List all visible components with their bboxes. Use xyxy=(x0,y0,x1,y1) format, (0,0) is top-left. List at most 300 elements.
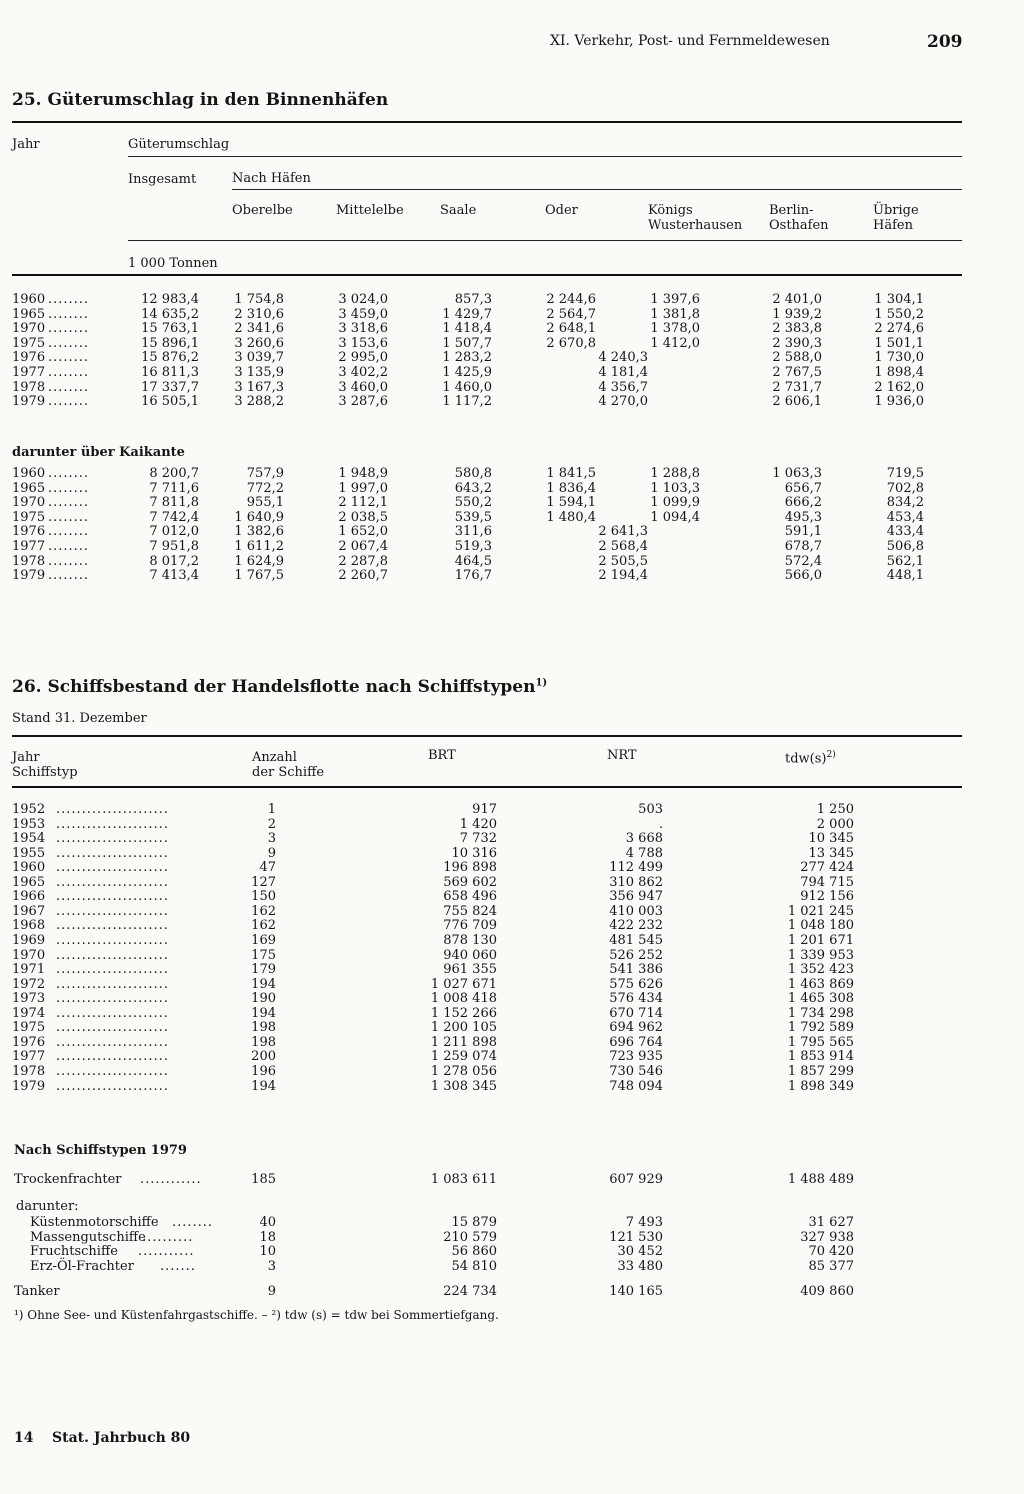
table26-value: 1 008 418 xyxy=(430,991,497,1007)
table26-row xyxy=(0,1020,1024,1035)
table25-kaikante-value: 1 611,2 xyxy=(234,539,284,554)
table25-kaikante-value: 176,7 xyxy=(454,568,492,584)
table26-value: 410 003 xyxy=(609,903,663,919)
table26-value: 1 465 308 xyxy=(787,991,854,1007)
table26-subtype-label: Massengutschiffe xyxy=(30,1229,146,1245)
table25-kaikante-value: 2 260,7 xyxy=(338,568,388,584)
table26-value: 1 857 299 xyxy=(787,1063,854,1079)
table26-subtype-value: 40 xyxy=(259,1215,276,1230)
table25-kaikante-leader-dots: ........ xyxy=(48,480,90,496)
table26-value: 1 795 565 xyxy=(787,1034,854,1050)
table26-leader-dots: ...................... xyxy=(56,1063,169,1079)
table26-subtype-value: 56 860 xyxy=(451,1244,497,1259)
table26-stand: Stand 31. Dezember xyxy=(12,711,147,726)
table25-total-row xyxy=(0,365,1024,380)
table25-total-value: 1 283,2 xyxy=(442,350,492,366)
table26-trockenfrachter-value: 1 083 611 xyxy=(430,1172,497,1187)
table26-subtype-label: Fruchtschiffe xyxy=(30,1244,118,1259)
table26-value: 169 xyxy=(251,933,276,948)
table25-total-value: 3 402,2 xyxy=(338,365,388,380)
table26-value: 47 xyxy=(259,860,276,876)
table25-total-year: 1975 xyxy=(12,335,46,351)
table26-value: 198 xyxy=(251,1034,276,1050)
table25-total-value: 4 356,7 xyxy=(598,379,648,395)
table26-header-label: Jahr Schiffstyp xyxy=(12,750,78,780)
table26-value: 694 962 xyxy=(609,1020,663,1036)
table25-total-leader-dots: ........ xyxy=(48,321,90,337)
table25-total-leader-dots: ........ xyxy=(48,379,90,395)
table25-kaikante-year: 1976 xyxy=(12,524,46,540)
table25-kaikante-value: 1 382,6 xyxy=(234,524,284,540)
table25-kaikante-year: 1965 xyxy=(12,480,46,496)
table26-value: 723 935 xyxy=(609,1049,663,1065)
table26-value: 481 545 xyxy=(609,933,663,948)
table25-total-value: 15 763,1 xyxy=(141,321,199,337)
table26-darunter: darunter: xyxy=(16,1199,79,1214)
table25-header-gueterumschlag: Güterumschlag xyxy=(128,137,230,152)
table26-subtype-value: 18 xyxy=(259,1229,276,1245)
table25-kaikante-year: 1975 xyxy=(12,509,46,525)
table26-value: 3 xyxy=(267,831,276,847)
table25-kaikante-value: 7 742,4 xyxy=(149,509,199,525)
table25-kaikante-value: 1 480,4 xyxy=(546,509,596,525)
table26-value: 175 xyxy=(251,947,276,963)
table25-kaikante-value: 719,5 xyxy=(886,466,924,481)
table25-title: 25. Güterumschlag in den Binnenhäfen xyxy=(12,90,389,110)
table26-subtype-value: 327 938 xyxy=(800,1229,854,1245)
table26-leader-dots: ...................... xyxy=(56,845,169,861)
table25-kaikante-value: 7 012,0 xyxy=(149,524,199,540)
footer-page-number: 14 xyxy=(14,1430,34,1446)
table26-value: 1 259 074 xyxy=(430,1049,497,1065)
table25-kaikante-value: 1 103,3 xyxy=(650,480,700,496)
table25-total-value: 1 730,0 xyxy=(874,350,924,366)
table26-value: 2 xyxy=(267,816,276,832)
table25-kaikante-value: 2 505,5 xyxy=(598,553,648,569)
table25-kaikante-value: 1 594,1 xyxy=(546,495,596,511)
table25-kaikante-year: 1960 xyxy=(12,466,46,481)
table25-total-leader-dots: ........ xyxy=(48,394,90,410)
table26-leader-dots: ...................... xyxy=(56,1078,169,1094)
table25-kaikante-value: 506,8 xyxy=(886,539,924,554)
table25-kaikante-year: 1979 xyxy=(12,568,46,584)
table26-year: 1973 xyxy=(12,991,46,1007)
table25-kaikante-leader-dots: ........ xyxy=(48,466,90,481)
table26-subtype-leader-dots: ........ xyxy=(172,1215,214,1230)
table26-value: 13 345 xyxy=(808,845,854,861)
table26-leader-dots: ...................... xyxy=(56,874,169,890)
table25-kaikante-year: 1977 xyxy=(12,539,46,554)
table26-subtype-value: 85 377 xyxy=(808,1258,854,1274)
table26-value: 179 xyxy=(251,962,276,977)
table26-value: 162 xyxy=(251,918,276,934)
table25-total-value: 2 383,8 xyxy=(772,321,822,337)
table25-total-value: 1 425,9 xyxy=(442,365,492,380)
table25-header-rule-2 xyxy=(232,189,962,190)
table26-value: 748 094 xyxy=(609,1078,663,1094)
table26-row xyxy=(0,860,1024,875)
table26-tanker-value: 9 xyxy=(267,1284,276,1299)
table25-header-col-6: Übrige Häfen xyxy=(873,203,919,233)
table26-subtype-leader-dots: ........... xyxy=(138,1244,195,1259)
table25-unit: 1 000 Tonnen xyxy=(128,256,218,271)
table26-subtype-value: 31 627 xyxy=(808,1215,854,1230)
table25-total-value: 3 318,6 xyxy=(338,321,388,337)
table25-kaikante-value: 1 652,0 xyxy=(338,524,388,540)
table25-kaikante-value: 7 711,6 xyxy=(149,480,199,496)
table26-trockenfrachter-label: Trockenfrachter xyxy=(14,1172,122,1187)
table25-kaikante-value: 2 067,4 xyxy=(338,539,388,554)
table26-header-nrt: NRT xyxy=(607,748,637,763)
table25-header-insgesamt: Insgesamt xyxy=(128,172,197,187)
table25-total-value: 16 811,3 xyxy=(141,365,199,380)
table25-header-rule-3 xyxy=(128,240,962,241)
table26-value: 356 947 xyxy=(609,889,663,905)
table26-subtype-value: 210 579 xyxy=(443,1229,497,1245)
table25-total-row xyxy=(0,321,1024,336)
table25-total-value: 2 310,6 xyxy=(234,306,284,322)
table26-value: 541 386 xyxy=(609,962,663,977)
table25-total-value: 1 378,0 xyxy=(650,321,700,337)
table25-kaikante-value: 519,3 xyxy=(454,539,492,554)
table25-header-rule-1 xyxy=(128,156,962,157)
table25-total-value: 1 754,8 xyxy=(234,292,284,307)
table26-year: 1967 xyxy=(12,903,46,919)
table25-total-value: 1 304,1 xyxy=(874,292,924,307)
table26-row xyxy=(0,1064,1024,1079)
table25-kaikante-value: 702,8 xyxy=(886,480,924,496)
table26-row xyxy=(0,1079,1024,1094)
table26-subtype-label: Küstenmotorschiffe xyxy=(30,1215,159,1230)
table26-row xyxy=(0,1035,1024,1050)
table26-year: 1978 xyxy=(12,1063,46,1079)
table25-total-value: 3 167,3 xyxy=(234,379,284,395)
table26-year: 1960 xyxy=(12,860,46,876)
table26-value: 1 201 671 xyxy=(787,933,854,948)
table25-total-year: 1978 xyxy=(12,379,46,395)
table25-kaikante-row xyxy=(0,510,1024,525)
table25-kaikante-value: 772,2 xyxy=(246,480,284,496)
table26-leader-dots: ...................... xyxy=(56,903,169,919)
table25-total-value: 15 876,2 xyxy=(141,350,199,366)
table26-subtype-value: 70 420 xyxy=(808,1244,854,1259)
table26-row xyxy=(0,802,1024,817)
table25-kaikante-year: 1978 xyxy=(12,553,46,569)
table26-value: . xyxy=(658,816,663,832)
table26-subtype-value: 15 879 xyxy=(451,1215,497,1230)
table25-total-value: 3 135,9 xyxy=(234,365,284,380)
table25-total-year: 1965 xyxy=(12,306,46,322)
table25-kaikante-value: 2 038,5 xyxy=(338,509,388,525)
table26-value: 3 668 xyxy=(625,831,663,847)
table25-kaikante-value: 656,7 xyxy=(784,480,822,496)
table26-year: 1955 xyxy=(12,845,46,861)
table26-value: 1 152 266 xyxy=(430,1005,497,1021)
table26-value: 150 xyxy=(251,889,276,905)
table25-total-value: 2 606,1 xyxy=(772,394,822,410)
table25-header-jahr: Jahr xyxy=(12,137,40,152)
table26-value: 190 xyxy=(251,991,276,1007)
table25-kaikante-value: 2 641,3 xyxy=(598,524,648,540)
table25-total-value: 2 401,0 xyxy=(772,292,822,307)
table25-total-value: 2 670,8 xyxy=(546,335,596,351)
table26-subtype xyxy=(0,1215,1024,1230)
table25-total-year: 1976 xyxy=(12,350,46,366)
table25-total-year: 1960 xyxy=(12,292,46,307)
table25-kaikante-row xyxy=(0,481,1024,496)
table26-year: 1976 xyxy=(12,1034,46,1050)
table25-kaikante-row xyxy=(0,495,1024,510)
table26-value: 112 499 xyxy=(609,860,663,876)
table26-title-footnote-marker: 1) xyxy=(535,677,548,689)
table26-subtype-value: 7 493 xyxy=(625,1215,663,1230)
table25-kaikante-leader-dots: ........ xyxy=(48,524,90,540)
table25-kaikante-value: 539,5 xyxy=(454,509,492,525)
table26-leader-dots: ...................... xyxy=(56,816,169,832)
table25-total-year: 1979 xyxy=(12,394,46,410)
table25-total-value: 3 260,6 xyxy=(234,335,284,351)
table25-kaikante-value: 8 017,2 xyxy=(149,553,199,569)
table26-leader-dots: ...................... xyxy=(56,802,169,817)
table26-value: 1 021 245 xyxy=(787,903,854,919)
table25-total-value: 1 501,1 xyxy=(874,335,924,351)
table26-row xyxy=(0,962,1024,977)
table26-value: 10 316 xyxy=(451,845,497,861)
table25-kaikante-value: 550,2 xyxy=(454,495,492,511)
table26-subtype xyxy=(0,1230,1024,1245)
table26-value: 194 xyxy=(251,1078,276,1094)
table26-value: 1 278 056 xyxy=(430,1063,497,1079)
table26-value: 670 714 xyxy=(609,1005,663,1021)
table26-value: 4 788 xyxy=(625,845,663,861)
table25-header-col-0: Oberelbe xyxy=(232,203,293,218)
table26-trockenfrachter-value: 1 488 489 xyxy=(787,1172,854,1187)
table25-total-value: 1 418,4 xyxy=(442,321,492,337)
table26-value: 1 211 898 xyxy=(430,1034,497,1050)
table26-value: 9 xyxy=(267,845,276,861)
table25-kaikante-value: 1 094,4 xyxy=(650,509,700,525)
table26-subtype-value: 3 xyxy=(267,1258,276,1274)
table25-total-year: 1970 xyxy=(12,321,46,337)
table25-total-leader-dots: ........ xyxy=(48,350,90,366)
table25-kaikante-value: 433,4 xyxy=(886,524,924,540)
table26-subtype-value: 10 xyxy=(259,1244,276,1259)
table26-tanker-value: 140 165 xyxy=(609,1284,663,1299)
table26-row xyxy=(0,875,1024,890)
table26-subtype-leader-dots: .......... xyxy=(142,1229,194,1245)
table26-value: 10 345 xyxy=(808,831,854,847)
table26-row xyxy=(0,948,1024,963)
table25-kaikante-value: 1 288,8 xyxy=(650,466,700,481)
table25-header-col-2: Saale xyxy=(440,203,477,218)
table25-total-leader-dots: ........ xyxy=(48,365,90,380)
table26-value: 878 130 xyxy=(443,933,497,948)
table26-year: 1975 xyxy=(12,1020,46,1036)
table25-kaikante-value: 2 112,1 xyxy=(338,495,388,511)
table26-leader-dots: ...................... xyxy=(56,860,169,876)
table26-row xyxy=(0,817,1024,832)
table25-kaikante-row xyxy=(0,568,1024,583)
table26-value: 1 200 105 xyxy=(430,1020,497,1036)
table26-header-anzahl: Anzahl der Schiffe xyxy=(252,750,325,780)
table26-value: 1 734 298 xyxy=(787,1005,854,1021)
table25-kaikante-leader-dots: ........ xyxy=(48,553,90,569)
table26-year: 1965 xyxy=(12,874,46,890)
table25-total-value: 2 244,6 xyxy=(546,292,596,307)
table26-row xyxy=(0,933,1024,948)
table25-header-col-4: Königs Wusterhausen xyxy=(648,203,743,233)
table25-top-rule xyxy=(12,121,962,123)
table26-value: 1 250 xyxy=(816,802,854,817)
table25-total-value: 2 274,6 xyxy=(874,321,924,337)
table25-kaikante-value: 1 767,5 xyxy=(234,568,284,584)
table25-total-value: 1 460,0 xyxy=(442,379,492,395)
table25-header-bottom-rule xyxy=(12,274,962,276)
table25-kaikante-value: 643,2 xyxy=(454,480,492,496)
table26-year: 1969 xyxy=(12,933,46,948)
table25-total-value: 3 459,0 xyxy=(338,306,388,322)
table26-value: 200 xyxy=(251,1049,276,1065)
table25-total-value: 4 240,3 xyxy=(598,350,648,366)
table26-title xyxy=(12,677,547,697)
table25-kaikante-leader-dots: ........ xyxy=(48,509,90,525)
table25-kaikante-value: 580,8 xyxy=(454,466,492,481)
table25-total-row xyxy=(0,380,1024,395)
table25-kaikante-value: 591,1 xyxy=(784,524,822,540)
table26-value: 1 898 349 xyxy=(787,1078,854,1094)
table25-total-value: 16 505,1 xyxy=(141,394,199,410)
table26-leader-dots: ...................... xyxy=(56,1034,169,1050)
table25-header-col-1: Mittelelbe xyxy=(336,203,404,218)
table25-kaikante-year: 1970 xyxy=(12,495,46,511)
table26-value: 1 352 423 xyxy=(787,962,854,977)
table25-total-row xyxy=(0,394,1024,409)
table26-year: 1977 xyxy=(12,1049,46,1065)
table26-title-text: 26. Schiffsbestand der Handelsflotte nach Schiffstypen xyxy=(12,677,536,697)
table26-value: 198 xyxy=(251,1020,276,1036)
table25-total-year: 1977 xyxy=(12,365,46,380)
table26-header-bottom-rule xyxy=(12,786,962,788)
table26-tanker-label: Tanker xyxy=(14,1284,60,1299)
table26-value: 940 060 xyxy=(443,947,497,963)
table25-header-col-5: Berlin- Osthafen xyxy=(769,203,829,233)
table26-value: 755 824 xyxy=(443,903,497,919)
table25-kaikante-value: 1 640,9 xyxy=(234,509,284,525)
table26-trockenfrachter-leader-dots: ............ xyxy=(140,1172,202,1187)
table26-value: 1 339 953 xyxy=(787,947,854,963)
table25-kaikante-value: 1 836,4 xyxy=(546,480,596,496)
table26-value: 658 496 xyxy=(443,889,497,905)
table26-value: 1 048 180 xyxy=(787,918,854,934)
table25-total-value: 14 635,2 xyxy=(141,306,199,322)
table26-trockenfrachter-value: 185 xyxy=(251,1172,276,1187)
table25-total-row xyxy=(0,350,1024,365)
table25-kaikante-value: 7 413,4 xyxy=(149,568,199,584)
table25-total-value: 1 507,7 xyxy=(442,335,492,351)
table26-row xyxy=(0,918,1024,933)
table25-kaikante-value: 1 948,9 xyxy=(338,466,388,481)
table25-kaikante-row xyxy=(0,554,1024,569)
table26-leader-dots: ...................... xyxy=(56,976,169,992)
table26-tanker-value: 224 734 xyxy=(443,1284,497,1299)
table25-kaikante-value: 1 624,9 xyxy=(234,553,284,569)
table26-leader-dots: ...................... xyxy=(56,933,169,948)
table25-kaikante-value: 834,2 xyxy=(886,495,924,511)
table26-year: 1970 xyxy=(12,947,46,963)
table25-total-value: 857,3 xyxy=(454,292,492,307)
table25-total-value: 1 429,7 xyxy=(442,306,492,322)
table25-kaikante-value: 678,7 xyxy=(784,539,822,554)
table26-leader-dots: ...................... xyxy=(56,889,169,905)
table26-tanker xyxy=(0,1284,1024,1299)
table26-footnote: ¹) Ohne See- und Küstenfahrgastschiffe. – ²) tdw (s) = tdw bei Sommertiefgang. xyxy=(14,1308,499,1322)
table25-kaikante-row xyxy=(0,466,1024,481)
table25-kaikante-row xyxy=(0,524,1024,539)
table25-total-value: 2 731,7 xyxy=(772,379,822,395)
table26-value: 730 546 xyxy=(609,1063,663,1079)
table26-year: 1972 xyxy=(12,976,46,992)
table26-year: 1974 xyxy=(12,1005,46,1021)
table25-kaikante-value: 2 568,4 xyxy=(598,539,648,554)
footer-source: Stat. Jahrbuch 80 xyxy=(52,1430,191,1446)
table26-value: 575 626 xyxy=(609,976,663,992)
table25-kaikante-value: 666,2 xyxy=(784,495,822,511)
table26-value: 277 424 xyxy=(800,860,854,876)
table26-leader-dots: ...................... xyxy=(56,947,169,963)
table25-total-value: 2 564,7 xyxy=(546,306,596,322)
table25-total-value: 1 936,0 xyxy=(874,394,924,410)
section-header: XI. Verkehr, Post- und Fernmeldewesen xyxy=(550,33,830,49)
table26-subtype-label: Erz-Öl-Frachter xyxy=(30,1258,134,1274)
table26-trockenfrachter xyxy=(0,1172,1024,1187)
table25-total-value: 1 397,6 xyxy=(650,292,700,307)
table26-row xyxy=(0,904,1024,919)
table26-leader-dots: ...................... xyxy=(56,991,169,1007)
table26-header-tdw-footnote-marker: 2) xyxy=(826,750,836,760)
table26-value: 2 000 xyxy=(816,816,854,832)
table26-value: 1 027 671 xyxy=(430,976,497,992)
table25-total-value: 2 648,1 xyxy=(546,321,596,337)
table26-row xyxy=(0,977,1024,992)
table26-row xyxy=(0,1006,1024,1021)
table26-value: 196 898 xyxy=(443,860,497,876)
table25-kaikante-leader-dots: ........ xyxy=(48,568,90,584)
table26-value: 526 252 xyxy=(609,947,663,963)
table25-kaikante-value: 757,9 xyxy=(246,466,284,481)
table25-kaikante-value: 1 841,5 xyxy=(546,466,596,481)
table26-value: 196 xyxy=(251,1063,276,1079)
table25-kaikante-value: 1 099,9 xyxy=(650,495,700,511)
table25-kaikante-value: 572,4 xyxy=(784,553,822,569)
table25-kaikante-value: 495,3 xyxy=(784,509,822,525)
table25-kaikante-value: 562,1 xyxy=(886,553,924,569)
table25-kaikante-value: 566,0 xyxy=(784,568,822,584)
table26-value: 794 715 xyxy=(800,874,854,890)
table26-value: 1 xyxy=(267,802,276,817)
table26-subtype-value: 121 530 xyxy=(609,1229,663,1245)
table26-row xyxy=(0,889,1024,904)
table26-value: 569 602 xyxy=(443,874,497,890)
table26-subtype-value: 33 480 xyxy=(617,1258,663,1274)
table25-total-leader-dots: ........ xyxy=(48,292,90,307)
table26-year: 1953 xyxy=(12,816,46,832)
table25-total-value: 4 181,4 xyxy=(598,365,648,380)
table25-total-value: 1 412,0 xyxy=(650,335,700,351)
table25-total-value: 2 767,5 xyxy=(772,365,822,380)
table26-year: 1952 xyxy=(12,802,46,817)
table26-value: 162 xyxy=(251,903,276,919)
table26-subtype xyxy=(0,1244,1024,1259)
